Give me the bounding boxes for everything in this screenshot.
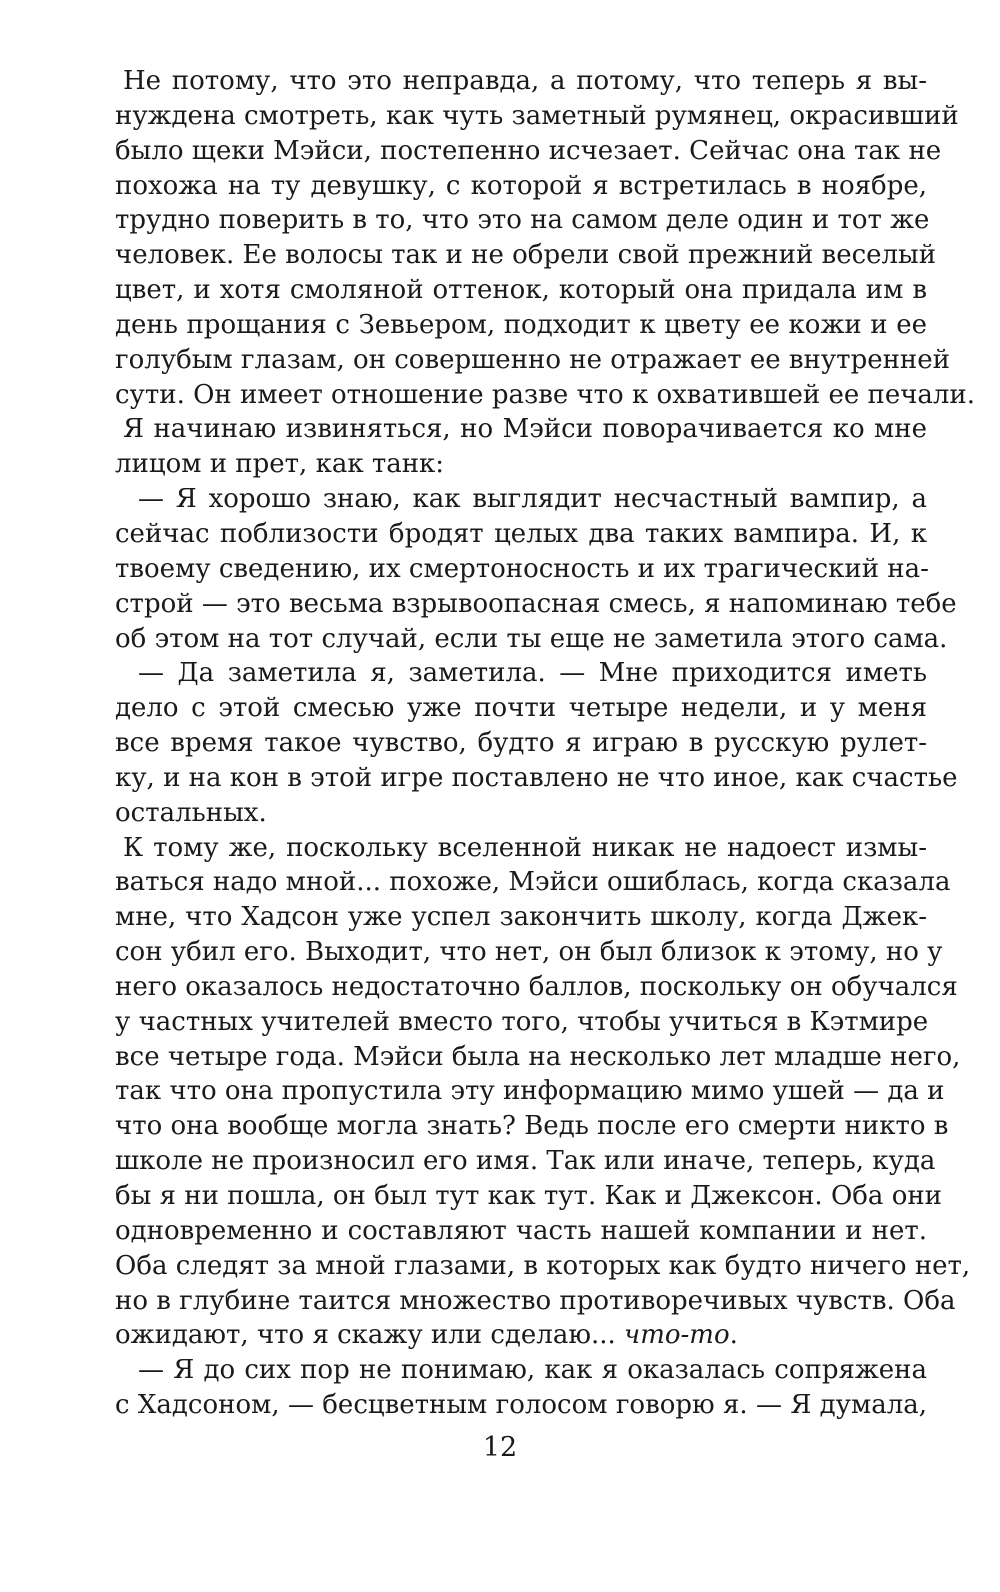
text-line: школе не произносил его имя. Так или иначе, теперь, куда [115, 1146, 936, 1177]
text-line: было щеки Мэйси, постепенно исчезает. Сейчас она так не [115, 135, 942, 166]
text-line: трудно поверить в то, что это на самом деле один и тот же [115, 205, 930, 236]
text-line: Оба следят за мной глазами, в которых как будто ничего нет, [115, 1250, 971, 1281]
text-line: Я начинаю извиняться, но Мэйси поворачивается ко мне [123, 414, 927, 445]
text-line: так что она пропустила эту информацию мимо ушей — да и [115, 1076, 945, 1107]
text-line: человек. Ее волосы так и не обрели свой прежний веселый [115, 240, 937, 271]
text-line: лицом и прет, как танк: [115, 449, 445, 480]
text-line: цвет, и хотя смоляной оттенок, который она придала им в [115, 275, 927, 306]
text-line: строй — это весьма взрывоопасная смесь, я напоминаю тебе [115, 588, 957, 619]
text-line [115, 1318, 927, 1353]
text-line: похожа на ту девушку, с которой я встретилась в ноябре, [115, 170, 927, 201]
text-line: ваться надо мной... похоже, Мэйси ошиблась, когда сказала [115, 867, 951, 898]
text-line: сон убил его. Выходит, что нет, он был близок к этому, но у [115, 937, 943, 968]
text-line: дело с этой смесью уже почти четыре недели, и у меня [115, 693, 927, 724]
text-line: ку, и на кон в этой игре поставлено не что иное, как счастье [115, 762, 958, 793]
text-line: об этом на тот случай, если ты еще не заметила этого сама. [115, 623, 948, 654]
text-line: твоему сведению, их смертоносность и их трагический на- [115, 553, 929, 584]
text-fragment: ожидают, что я скажу или сделаю... [115, 1320, 616, 1351]
page-body [115, 64, 976, 1423]
text-line: одновременно и составляют часть нашей компании и нет. [115, 1215, 927, 1246]
text-line: все четыре года. Мэйси была на несколько лет младше него, [115, 1041, 961, 1072]
text-line: К тому же, поскольку вселенной никак не надоест измы- [123, 832, 927, 863]
text-line: нуждена смотреть, как чуть заметный румянец, окрасивший [115, 100, 959, 131]
text-line: что она вообще могла знать? Ведь после его смерти никто в [115, 1111, 949, 1142]
text-line: — Я до сих пор не понимаю, как я оказалась сопряжена [138, 1355, 927, 1386]
page-number: 12 [482, 1432, 518, 1463]
text-line: него оказалось недостаточно баллов, поскольку он обучался [115, 971, 958, 1002]
text-line: Не потому, что это неправда, а потому, что теперь я вы- [123, 66, 927, 96]
italic-emphasis: что-то [624, 1320, 730, 1351]
text-line: бы я ни пошла, он был тут как тут. Как и Джексон. Оба они [115, 1181, 943, 1211]
text-line: мне, что Хадсон уже успел закончить школу, когда Джек- [115, 902, 927, 933]
text-line: сути. Он имеет отношение разве что к охватившей ее печали. [115, 379, 976, 410]
text-line: у частных учителей вместо того, чтобы учиться в Кэтмире [115, 1006, 929, 1037]
text-line: остальных. [115, 797, 267, 828]
text-line: сейчас поблизости бродят целых два таких вампира. И, к [115, 518, 927, 549]
text-line: день прощания с Зевьером, подходит к цвету ее кожи и ее [115, 309, 927, 340]
text-line: — Да заметила я, заметила. — Мне приходится иметь [138, 658, 927, 689]
text-line: но в глубине таится множество противоречивых чувств. Оба [115, 1285, 956, 1316]
text-line: голубым глазам, он совершенно не отражает ее внутренней [115, 344, 950, 375]
text-fragment: . [729, 1320, 738, 1351]
text-line: — Я хорошо знаю, как выглядит несчастный вампир, а [138, 484, 927, 515]
text-line: все время такое чувство, будто я играю в русскую рулет- [115, 728, 927, 759]
text-line: с Хадсоном, — бесцветным голосом говорю я. — Я думала, [115, 1390, 927, 1421]
